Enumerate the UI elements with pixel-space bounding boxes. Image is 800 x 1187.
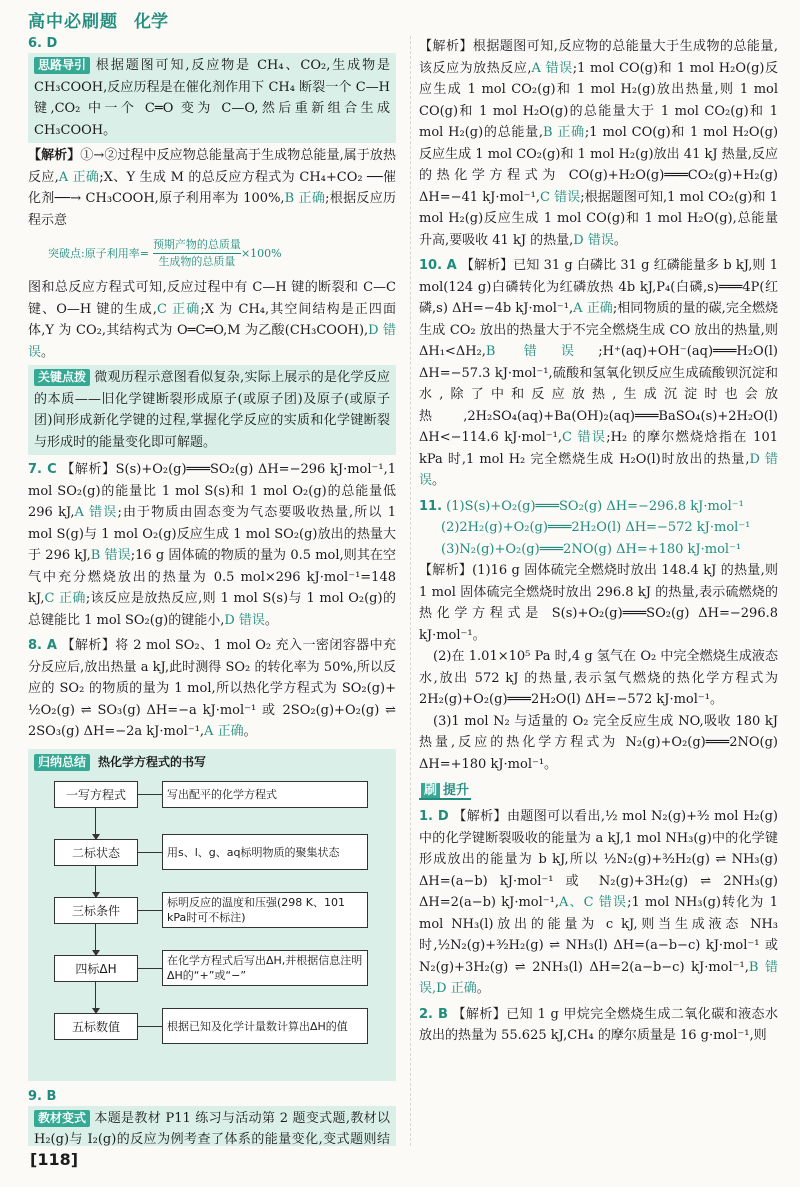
q7: 7. C 【解析】S(s)+O₂(g)═══SO₂(g) ΔH=−296 kJ·mol⁻¹,1 mol SO₂(g)的能量比 1 mol S(s)和 1 mol O₂(g)的总能量低 296 kJ,A 错误;由于物质由固态变为气态要吸收热量,所以 1 mol S(g)与 1 mol O₂(g)反应生成 1 mol SO₂(g)放出的热量大于 296 kJ,B 错误;16 g 固体硫的物质的量为 0.5 mol,则其在空气中充分燃烧放出的热量为 0.5 mol×296 kJ·mol⁻¹=148 kJ,C 正确;该反应是放热反应,则 1 mol S(s)与 1 mol O₂(g)的总键能比 1 mol SO₂(g)的键能小,D 错误。 (28, 462, 396, 628)
q6-analysis-3: ;根据反应历程示意 (28, 191, 396, 228)
summary-title: 热化学方程式的书写 (98, 754, 207, 769)
q10: 10. A 【解析】已知 31 g 白磷比 31 g 红磷能量多 b kJ,则 1 mol(124 g)白磷转化为红磷放热 4b kJ,P₄(白磷,s)═══4P(红磷,s) ΔH=−4b kJ·mol⁻¹,A 正确;相同物质的量的碳,完全燃烧生成 CO₂ 放出的热量大于不完全燃烧生成 CO 放出的热量,则 ΔH₁<ΔH₂,B 错误;H⁺(aq)+OH⁻(aq)═══H₂O(l) ΔH=−57.3 kJ·mol⁻¹,硫酸和氢氧化钡反应生成硫酸钡沉淀和水,除了中和反应放热,生成沉淀时也会放热,2H₂SO₄(aq)+Ba(OH)₂(aq)═══BaSO₄(s)+2H₂O(l) ΔH<−114.6 kJ·mol⁻¹,C 错误;H₂ 的摩尔燃烧焓指在 101 kPa 时,1 mol H₂ 完全燃烧生成 H₂O(l)时放出的热量,D 错误。 (419, 258, 778, 488)
q6-key-tag: 关键点拨 (34, 369, 90, 386)
breakthrough-note (48, 233, 396, 273)
note-fraction (153, 237, 241, 270)
q11-answer-1: (1)S(s)+O₂(g)═══SO₂(g) ΔH=−296.8 kJ·mol⁻¹ (446, 498, 744, 514)
r9-option-b: B 正确 (543, 125, 585, 140)
flow-step-1: 一写方程式 (54, 781, 138, 808)
q11-analysis-1: 【解析】(1)16 g 固体硫完全燃烧时放出 148.4 kJ 的热量,则 1 mol 固体硫完全燃烧时放出 296.8 kJ 的热量,表示硫燃烧的热化学方程式是 S(s)+O₂(g)═══SO₂(g) ΔH=−296.8 kJ·mol⁻¹。 (419, 563, 778, 643)
flow-connector (138, 852, 162, 853)
q9-box (28, 1106, 396, 1147)
q11-answer-3: (3)N₂(g)+O₂(g)═══2NO(g) ΔH=+180 kJ·mol⁻¹ (441, 541, 742, 557)
q8-text-1: 【解析】将 2 mol SO₂、1 mol O₂ 充入一密闭容器中充分反应后,放出热量 a kJ,此时测得 SO₂ 的转化率为 50%,所以反应的 SO₂ 的物质的量为 1 mol,所以热化学方程式为 SO₂(g)+ ½O₂(g) ⇌ SO₃(g) ΔH=−a kJ·mol⁻¹ 或 2SO₂(g)+O₂(g) ⇌ 2SO₃(g) ΔH=−2a kJ·mol⁻¹, (28, 638, 396, 739)
section-header (419, 779, 471, 800)
book-title: 高中必刷题 (28, 11, 118, 32)
subject-title: 化学 (134, 11, 168, 32)
q6-option-c: C 正确 (156, 301, 201, 317)
q11-analysis-2: (2)在 1.01×10⁵ Pa 时,4 g 氢气在 O₂ 中完全燃烧生成液态水,放出 572 kJ 的热量,表示氢气燃烧的热化学方程式为 2H₂(g)+O₂(g)═══2H₂O(l) ΔH=−572 kJ·mol⁻¹。 (419, 649, 778, 707)
flow-desc-2: 用s、l、g、aq标明物质的聚集状态 (162, 834, 368, 870)
q6-analysis-5: ;X 为 CH₄,其空间结构是正四面体,Y 为 CO₂,其结构式为 O═C═O,M 为乙酸(CH₃COOH), (28, 301, 396, 338)
q8-option-a: A 正确 (204, 724, 244, 739)
summary-box (28, 749, 396, 1081)
flow-connector (138, 910, 162, 911)
q7-text-1: 【解析】S(s)+O₂(g)═══SO₂(g) ΔH=−296 kJ·mol⁻¹,1 mol SO₂(g)的能量比 1 mol S(s)和 1 mol O₂(g)的总能量低 296 kJ, (28, 462, 396, 520)
q10-option-b: B 错误 (485, 344, 599, 359)
q6-guide-text: 根据题图可知,反应物是 CH₄、CO₂,生成物是 CH₃COOH,反应历程是在催化剂作用下 CH₄ 断裂一个 C—H 键,CO₂ 中一个 C═O 变为 C—O,然后重新组合生成 CH₃COOH。 (34, 58, 390, 138)
flow-desc-4: 在化学方程式后写出ΔH,并根据信息注明ΔH的“+”或“−” (162, 950, 368, 986)
q7-text-4: ;该反应是放热反应,则 1 mol S(s)与 1 mol O₂(g)的总键能比 1 mol SO₂(g)的键能小, (28, 591, 396, 628)
flow-connector (138, 794, 162, 795)
section-mark: 刷 (421, 783, 440, 798)
q10-option-a: A 正确 (573, 301, 613, 316)
q6-option-d: D 错误 (28, 323, 396, 360)
note-numerator: 预期产物的总质量 (153, 237, 241, 254)
q6-key-box (28, 365, 396, 455)
q11-analysis-3: (3)1 mol N₂ 与适量的 O₂ 完全反应生成 NO,吸收 180 kJ 热量,反应的热化学方程式为 N₂(g)+O₂(g)═══2NO(g) ΔH=+180 kJ·mol⁻¹。 (419, 713, 778, 772)
q7-option-c: C 正确 (44, 591, 86, 606)
q6-guide-tag: 思路导引 (34, 57, 90, 74)
q10-text-3: ;H⁺(aq)+OH⁻(aq)═══H₂O(l) ΔH=−57.3 kJ·mol⁻¹,硫酸和氢氧化钡反应生成硫酸钡沉淀和水,除了中和反应放热,生成沉淀时也会放热,2H₂SO₄(aq)+Ba(OH)₂(aq)═══BaSO₄(s)+2H₂O(l) ΔH<−114.6 kJ·mol⁻¹, (419, 344, 778, 445)
q11-answer-2: (2)2H₂(g)+O₂(g)═══2H₂O(l) ΔH=−572 kJ·mol⁻¹ (441, 520, 751, 535)
q6-analysis-cont: 图和总反应方程式可知,反应过程中有 C—H 键的断裂和 C—C 键、O—H 键的生成,C 正确;X 为 CH₄,其空间结构是正四面体,Y 为 CO₂,其结构式为 O═C═O,M 为乙酸(CH₃COOH),D 错误。 (28, 280, 396, 360)
q8-label: 8. A (28, 638, 57, 653)
q7-text-3: ;16 g 固体硫的物质的量为 0.5 mol,则其在空气中充分燃烧放出的热量为 0.5 mol×296 kJ·mol⁻¹=148 kJ, (28, 548, 396, 606)
flow-desc-1: 写出配平的化学方程式 (162, 781, 368, 808)
flow-step-5: 五标数值 (54, 1013, 138, 1040)
q10-text-2: ;相同物质的量的碳,完全燃烧生成 CO₂ 放出的热量大于不完全燃烧生成 CO 放出的热量,则 ΔH₁<ΔH₂, (419, 301, 778, 359)
q11-answers (419, 496, 778, 561)
section-title: 提升 (443, 783, 470, 798)
p1-option-ac: A、C 错误 (559, 895, 628, 910)
r9-text-3: ;1 mol CO(g)和 1 mol H₂O(g)反应生成 1 mol CO₂(g)和 1 mol H₂(g)放出 41 kJ 热量,反应的热化学方程式为 CO(g)+H₂O(g)═══CO₂(g)+H₂(g) ΔH=−41 kJ·mol⁻¹, (419, 125, 778, 205)
q10-text-1: 【解析】已知 31 g 白磷比 31 g 红磷能量多 b kJ,则 1 mol(124 g)白磷转化为红磷放热 4b kJ,P₄(白磷,s)═══4P(红磷,s) ΔH=−4b kJ·mol⁻¹, (419, 258, 778, 316)
right-column (410, 36, 778, 1146)
q10-text-4: ;H₂ 的摩尔燃烧焓指在 101 kPa 时,1 mol H₂ 完全燃烧生成 H₂O(l)时放出的热量, (419, 430, 778, 467)
r9-option-c: C 错误 (539, 189, 581, 205)
q10-option-d: D 错误 (419, 451, 778, 488)
p1: 1. D 【解析】由题图可以看出,½ mol N₂(g)+³⁄₂ mol H₂(g)中的化学键断裂吸收的能量为 a kJ,1 mol NH₃(g)中的化学键形成放出的能量为 b kJ,所以 ½N₂(g)+³⁄₂H₂(g) ⇌ NH₃(g) ΔH=(a−b) kJ·mol⁻¹ 或 N₂(g)+3H₂(g) ⇌ 2NH₃(g) ΔH=2(a−b) kJ·mol⁻¹,A、C 错误;1 mol NH₃(g)转化为 1 mol NH₃(l)放出的能量为 c kJ,则当生成液态 NH₃ 时,½N₂(g)+³⁄₂H₂(g) ⇌ NH₃(l) ΔH=(a−b−c) kJ·mol⁻¹ 或 N₂(g)+3H₂(g) ⇌ 2NH₃(l) ΔH=2(a−b−c) kJ·mol⁻¹,B 错误,D 正确。 (419, 809, 778, 996)
q6-key-text: 微观历程示意图看似复杂,实际上展示的是化学反应的本质——旧化学键断裂形成原子(或原子团)及原子(或原子团)间形成新化学键的过程,掌握化学反应的实质和化学键断裂与形成时的能量变化即可解题。 (34, 370, 390, 450)
q9-analysis: 【解析】根据题图可知,反应物的总能量大于生成物的总能量,该反应为放热反应,A 错误;1 mol CO(g)和 1 mol H₂O(g)反应生成 1 mol CO₂(g)和 1 mol H₂(g)放出热量,则 1 mol CO(g)和 1 mol H₂O(g)的总能量大于 1 mol CO₂(g)和 1 mol H₂(g)的总能量,B 正确;1 mol CO(g)和 1 mol H₂O(g)反应生成 1 mol CO₂(g)和 1 mol H₂(g)放出 41 kJ 热量,反应的热化学方程式为 CO(g)+H₂O(g)═══CO₂(g)+H₂(g) ΔH=−41 kJ·mol⁻¹,C 错误;根据题图可知,1 mol CO₂(g)和 1 mol H₂(g)反应生成 1 mol CO(g)和 1 mol H₂O(g),总能量升高,要吸收 41 kJ 的热量,D 错误。 (419, 39, 778, 248)
q6-analysis-1: ①→②过程中反应物总能量高于生成物总能量,属于放热反应, (28, 148, 396, 185)
q8: 8. A 【解析】将 2 mol SO₂、1 mol O₂ 充入一密闭容器中充分反应后,放出热量 a kJ,此时测得 SO₂ 的转化率为 50%,所以反应的 SO₂ 的物质的量为 1 mol,所以热化学方程式为 SO₂(g)+ ½O₂(g) ⇌ SO₃(g) ΔH=−a kJ·mol⁻¹ 或 2SO₂(g)+O₂(g) ⇌ 2SO₃(g) ΔH=−2a kJ·mol⁻¹,A 正确。 (28, 638, 396, 739)
q10-option-c: C 错误 (561, 430, 607, 445)
r9-option-a: A 错误 (531, 60, 573, 76)
note-tail: ×100% (240, 246, 282, 260)
q6-option-a: A 正确 (58, 169, 100, 185)
left-column (28, 36, 396, 1146)
q6-analysis-2: ;X、Y 生成 M 的总反应方程式为 CH₄+CO₂ ──催化剂──→ CH₃COOH,原子利用率为 100%, (28, 169, 396, 206)
summary-tag: 归纳总结 (34, 754, 90, 771)
flow-arrow (95, 808, 96, 839)
p1-option-bd: B 错误,D 正确 (419, 959, 778, 996)
flow-step-3: 三标条件 (54, 897, 138, 924)
r9-text-4: ;根据题图可知,1 mol CO₂(g)和 1 mol H₂(g)反应生成 1 mol CO(g)和 1 mol H₂O(g),总能量升高,要吸收 41 kJ 的热量, (419, 189, 778, 248)
flow-desc-3: 标明反应的温度和压强(298 K、101 kPa时可不标注) (162, 892, 368, 928)
q9-tag: 教材变式 (34, 1110, 90, 1127)
r9-option-d: D 错误 (573, 232, 614, 248)
note-label: 突破点:原子利用率= (48, 247, 149, 260)
flow-connector (138, 968, 162, 969)
q6-label: 6. D (28, 36, 58, 51)
p1-text-1: 【解析】由题图可以看出,½ mol N₂(g)+³⁄₂ mol H₂(g)中的化学键断裂吸收的能量为 a kJ,1 mol NH₃(g)中的化学键形成放出的能量为 b kJ,所以 ½N₂(g)+³⁄₂H₂(g) ⇌ NH₃(g) ΔH=(a−b) kJ·mol⁻¹ 或 N₂(g)+3H₂(g) ⇌ 2NH₃(g) ΔH=2(a−b) kJ·mol⁻¹, (419, 809, 778, 910)
q9-text: 本题是教材 P11 练习与活动第 2 题变式题,教材以 H₂(g)与 I₂(g)的反应为例考查了体系的能量变化,变式题则结 (34, 1110, 390, 1146)
p2-label: 2. B (419, 1006, 448, 1022)
page-header (28, 6, 168, 32)
page-number: [118] (30, 1150, 79, 1169)
flow-arrow (95, 982, 96, 1013)
q6-analysis-4: 图和总反应方程式可知,反应过程中有 C—H 键的断裂和 C—C 键、O—H 键的生成, (28, 280, 396, 317)
page-number-value: 118 (37, 1150, 71, 1169)
q6-analysis-tag: 【解析】 (28, 148, 81, 163)
q7-option-a: A 错误 (74, 505, 118, 520)
q7-option-b: B 错误 (90, 548, 131, 563)
q9-label: 9. B (28, 1088, 57, 1104)
q6-guide-box (28, 53, 396, 143)
r9-text-2: ;1 mol CO(g)和 1 mol H₂O(g)反应生成 1 mol CO₂(g)和 1 mol H₂(g)放出热量,则 1 mol CO(g)和 1 mol H₂O(g)的总能量大于 1 mol CO₂(g)和 1 mol H₂(g)的总能量, (419, 60, 778, 140)
p1-label: 1. D (419, 809, 449, 824)
flow-desc-5: 根据已知及化学计量数计算出ΔH的值 (162, 1008, 368, 1044)
q6-option-b: B 正确 (284, 191, 326, 206)
flowchart (34, 777, 390, 1077)
flow-step-4: 四标ΔH (54, 955, 138, 982)
q10-label: 10. A (419, 258, 457, 273)
flow-step-2: 二标状态 (54, 839, 138, 866)
p2 (419, 1004, 778, 1047)
r9-text-1: 【解析】根据题图可知,反应物的总能量大于生成物的总能量,该反应为放热反应, (419, 39, 778, 76)
q7-text-2: ;由于物质由固态变为气态要吸收热量,所以 1 mol S(g)与 1 mol O₂(g)反应生成 1 mol SO₂(g)放出的热量大于 296 kJ, (28, 505, 396, 563)
q7-label: 7. C (28, 462, 57, 477)
q7-option-d: D 错误 (224, 612, 265, 628)
p1-text-2: ;1 mol NH₃(g)转化为 1 mol NH₃(l)放出的能量为 c kJ,则当生成液态 NH₃ 时,½N₂(g)+³⁄₂H₂(g) ⇌ NH₃(l) ΔH=(a−b−c) kJ·mol⁻¹ 或 N₂(g)+3H₂(g) ⇌ 2NH₃(l) ΔH=2(a−b−c) kJ·mol⁻¹, (419, 895, 778, 975)
flow-arrow (95, 924, 96, 955)
q6-analysis (28, 145, 396, 231)
note-denominator: 生成物的总质量 (158, 254, 236, 268)
flow-arrow (95, 866, 96, 897)
flow-connector (138, 1026, 162, 1027)
p2-text: 【解析】已知 1 g 甲烷完全燃烧生成二氧化碳和液态水放出的热量为 55.625 kJ,CH₄ 的摩尔质量是 16 g·mol⁻¹,则 (419, 1006, 778, 1043)
q11-label: 11. (419, 498, 443, 514)
